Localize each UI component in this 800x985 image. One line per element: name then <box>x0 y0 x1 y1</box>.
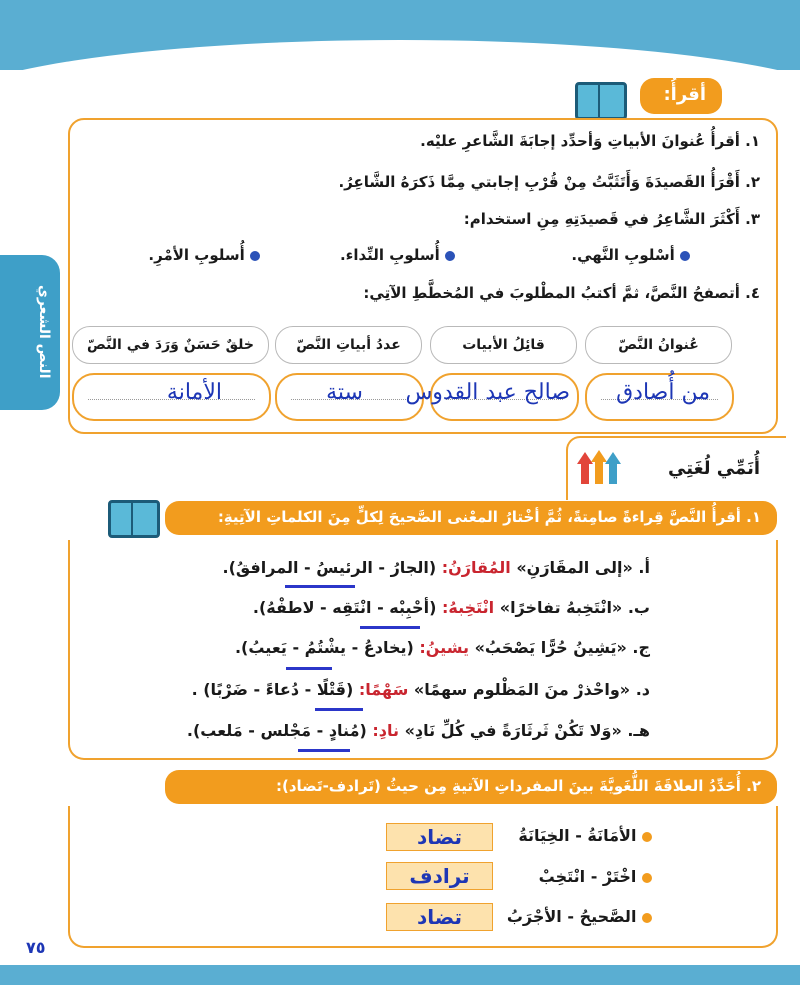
read-item-1: ١. أقرأُ عُنوانَ الأبياتِ وَأحدِّد إجابَةَ الشَّاعرِ عليْه. <box>420 132 760 150</box>
book-icon <box>108 500 160 538</box>
q1-header-pill <box>165 501 777 535</box>
q2-pair-3: الصَّحيحُ - الأجْرَبُ <box>507 907 652 926</box>
diagram-label-count: عددُ أبياتِ النَّصّ <box>275 326 422 364</box>
answer-underline <box>286 667 332 670</box>
read-header-label: أقرأُ: <box>663 84 706 105</box>
read-item-3: ٣. أَكْثَرَ الشَّاعِرُ في قَصيدَتِهِ مِنِ استخدام: <box>463 210 760 228</box>
diagram-label-poet: قائِلُ الأبيات <box>430 326 577 364</box>
handwritten-answer-title: من أُصادق <box>616 380 710 405</box>
q1-header-label: ١. أقرأُ النَّصَّ قِراءةً صامِتةً، ثُمَّ أخْتارُ المعْنى الصَّحيحَ لِكلٍّ مِنَ الكلماتِ الآتِيةِ: <box>217 508 761 526</box>
handwritten-answer-count: ستة <box>326 380 363 405</box>
read-item-2: ٢. أَقْرَأُ القَصيدَةَ وَأَتَثَبَّتُ مِنْ قُرْبِ إجابتي مِمَّا ذَكرَهُ الشَّاعِرُ. <box>338 173 760 191</box>
blue-bullet-icon <box>445 251 455 261</box>
q2-answer-box-2: ترادف <box>386 862 493 890</box>
option-imperative: أُسلوبِ الأمْرِ. <box>148 246 260 264</box>
orange-bullet-icon <box>642 913 652 923</box>
q1-item-a: أ. «إلى المقَارَنِ» المُقارَنُ: (الجارُ - الرئيسُ - المرافقُ). <box>222 558 650 577</box>
blue-bullet-icon <box>680 251 690 261</box>
answer-underline <box>315 708 363 711</box>
q2-answer-box-1: تضاد <box>386 823 493 851</box>
q2-answer-box-3: تضاد <box>386 903 493 931</box>
q1-item-b: ب. «انْتَخِبهُ تفاخرًا» انْتَخِبهُ: (أحْبِبْه - انْتَقِه - لاطفْهُ). <box>252 598 650 617</box>
q1-item-c: ج. «يَشِينُ حُرًّا يَصْحَبُ» يشينُ: (يخادعُ - يشْتُمُ - يَعيبُ). <box>234 638 650 657</box>
orange-bullet-icon <box>642 832 652 842</box>
page-number: ٧٥ <box>26 938 46 957</box>
orange-bullet-icon <box>642 873 652 883</box>
answer-underline <box>360 626 420 629</box>
bottom-decorative-band <box>0 965 800 985</box>
vocab-title: أُنَمِّي لُغَتِي <box>668 458 760 479</box>
handwritten-answer-virtue: الأمانة <box>166 380 222 405</box>
answer-underline <box>298 749 350 752</box>
q2-pair-1: الأمَانَةُ - الخِيَانَةُ <box>518 826 652 845</box>
side-tab-label: النص الشعري <box>36 285 52 379</box>
read-item-4: ٤. أتصفحُ النَّصَّ، ثمَّ أكتبُ المطْلوبَ في المُخطَّطِ الآتِي: <box>363 284 760 302</box>
q1-item-e: هـ. «وَلا تَكُنْ ثَرثَارَةً في كُلِّ نَادِ» نادِ: (مُنادٍ - مَجْلس - مَلعب). <box>186 721 650 740</box>
q2-header-pill <box>165 770 777 804</box>
option-vocative: أُسلوبِ النِّداء. <box>340 246 455 264</box>
q2-pair-2: اخْتَرْ - انْتَخِبْ <box>539 867 652 886</box>
read-header-pill <box>640 78 722 114</box>
diagram-label-title: عُنوانُ النَّصّ <box>585 326 732 364</box>
handwritten-answer-poet: صالح عبد القدوس <box>405 380 570 405</box>
option-prohibition: أسْلوبِ النَّهي. <box>571 246 690 264</box>
book-icon <box>575 82 627 120</box>
blue-bullet-icon <box>250 251 260 261</box>
diagram-label-virtue: خلقٌ حَسَنٌ وَرَدَ في النَّصّ <box>72 326 269 364</box>
q1-item-d: د. «واحْذرْ منَ المَظْلوم سهمًا» سَهْمًا: (قَتْلًا - دُعاءً - ضَرْبًا) . <box>191 680 650 699</box>
growth-arrows-icon <box>575 448 625 486</box>
q2-header-label: ٢. أُحَدِّدُ العلاقَةَ اللُّغَويَّةَ بينَ المفرداتِ الآتيةِ مِن حيثُ (تَرادف-تَضاد): <box>275 777 761 795</box>
answer-underline <box>285 585 355 588</box>
side-tab <box>0 255 60 410</box>
